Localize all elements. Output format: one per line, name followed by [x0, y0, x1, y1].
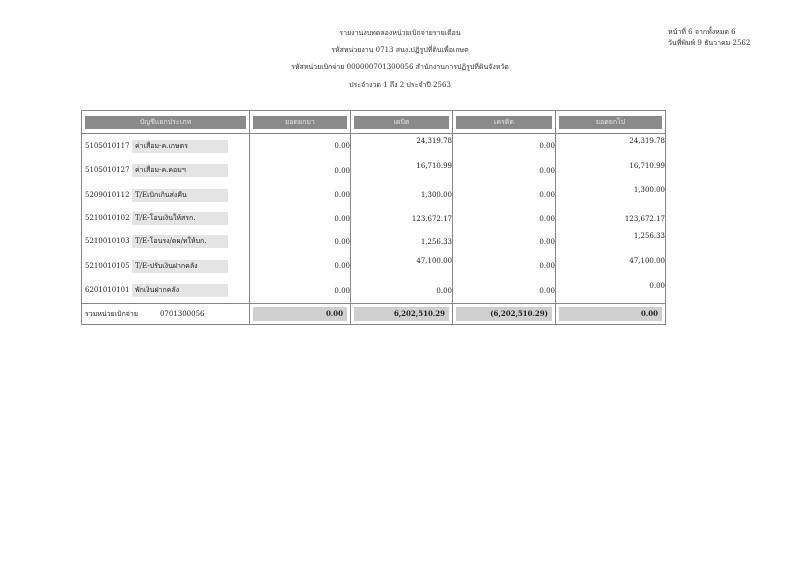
debit-value: 47,100.00 — [351, 254, 453, 279]
total-carried-forward: 0.00 — [556, 304, 666, 325]
credit-value: 0.00 — [453, 208, 556, 230]
credit-value: 0.00 — [453, 279, 556, 304]
table-row — [82, 208, 666, 230]
account-name: พักเงินฝากคลัง — [132, 284, 228, 297]
credit-value: 0.00 — [453, 159, 556, 184]
debit-value: 123,672.17 — [351, 208, 453, 230]
account-code: 5210010105 — [85, 261, 130, 270]
print-date: วันที่พิมพ์ 9 ธันวาคม 2562 — [668, 39, 751, 47]
brought-forward-value: 0.00 — [250, 183, 351, 208]
carried-forward-value: 24,319.78 — [556, 134, 666, 159]
credit-value: 0.00 — [453, 183, 556, 208]
col-header-carried-forward: ยอดยกไป — [556, 111, 666, 134]
col-header-debit: เดบิต — [351, 111, 453, 134]
debit-value: 24,319.78 — [351, 134, 453, 159]
carried-forward-value: 1,300.00 — [556, 183, 666, 208]
debit-value: 16,710.99 — [351, 159, 453, 184]
brought-forward-value: 0.00 — [250, 279, 351, 304]
table-row — [82, 134, 666, 159]
col-header-brought-forward: ยอดยกมา — [250, 111, 351, 134]
total-brought-forward: 0.00 — [250, 304, 351, 325]
brought-forward-value: 0.00 — [250, 254, 351, 279]
disbursing-unit-line: รหัสหน่วยเบิกจ่าย 000000701300056 สำนักงานการปฏิรูปที่ดินจังหวัด — [291, 63, 509, 71]
brought-forward-value: 0.00 — [250, 208, 351, 230]
brought-forward-value: 0.00 — [250, 159, 351, 184]
total-row — [82, 304, 666, 325]
table-row — [82, 183, 666, 208]
table-row — [82, 229, 666, 254]
total-credit: (6,202,510.29) — [453, 304, 556, 325]
debit-value: 1,256.33 — [351, 229, 453, 254]
carried-forward-value: 0.00 — [556, 279, 666, 304]
table-header-row — [82, 111, 666, 134]
total-debit: 6,202,510.29 — [351, 304, 453, 325]
table-row — [82, 254, 666, 279]
account-name: T/E-โอนเงินให้สรก. — [132, 212, 228, 225]
total-label: รวมหน่วยเบิกจ่าย — [85, 309, 138, 318]
total-unit-code: 0701300056 — [159, 309, 205, 318]
table-row — [82, 159, 666, 184]
account-name: T/E-โอนรง/ดผ/ทให้บก. — [132, 235, 228, 248]
account-code: 5105010127 — [85, 166, 130, 175]
debit-value: 0.00 — [351, 279, 453, 304]
carried-forward-value: 1,256.33 — [556, 229, 666, 254]
account-code: 6201010101 — [85, 286, 130, 295]
account-code: 5209010112 — [85, 190, 130, 199]
account-name: ค่าเสื่อม-ค.เกษตร — [132, 140, 228, 153]
account-code: 5210010103 — [85, 237, 130, 246]
trial-balance-table — [81, 110, 666, 325]
period-line: ประจำงวด 1 ถึง 2 ประจำปี 2563 — [349, 81, 451, 89]
agency-code-line: รหัสหน่วยงาน 0713 สนง.ปฏิรูปที่ดินเพื่อเกษต — [331, 46, 469, 54]
carried-forward-value: 47,100.00 — [556, 254, 666, 279]
account-code: 5210010102 — [85, 214, 130, 223]
brought-forward-value: 0.00 — [250, 229, 351, 254]
report-title: รายงานงบทดลองหน่วยเบิกจ่ายรายเดือน — [339, 29, 461, 37]
table-row — [82, 279, 666, 304]
account-name: ค่าเสื่อม-ค.คอมฯ — [132, 164, 228, 177]
carried-forward-value: 16,710.99 — [556, 159, 666, 184]
debit-value: 1,300.00 — [351, 183, 453, 208]
credit-value: 0.00 — [453, 229, 556, 254]
account-name: T/E-ปรับเงินฝากคลัง — [132, 260, 228, 273]
credit-value: 0.00 — [453, 254, 556, 279]
page-number: หน้าที่ 6 จากทั้งหมด 6 — [668, 28, 736, 36]
account-name: T/Eเบิกเกินส่งคืน — [132, 189, 228, 202]
carried-forward-value: 123,672.17 — [556, 208, 666, 230]
account-code: 5105010117 — [85, 141, 130, 150]
col-header-account: บัญชีแยกประเภท — [82, 111, 250, 134]
col-header-credit: เครดิต — [453, 111, 556, 134]
brought-forward-value: 0.00 — [250, 134, 351, 159]
credit-value: 0.00 — [453, 134, 556, 159]
